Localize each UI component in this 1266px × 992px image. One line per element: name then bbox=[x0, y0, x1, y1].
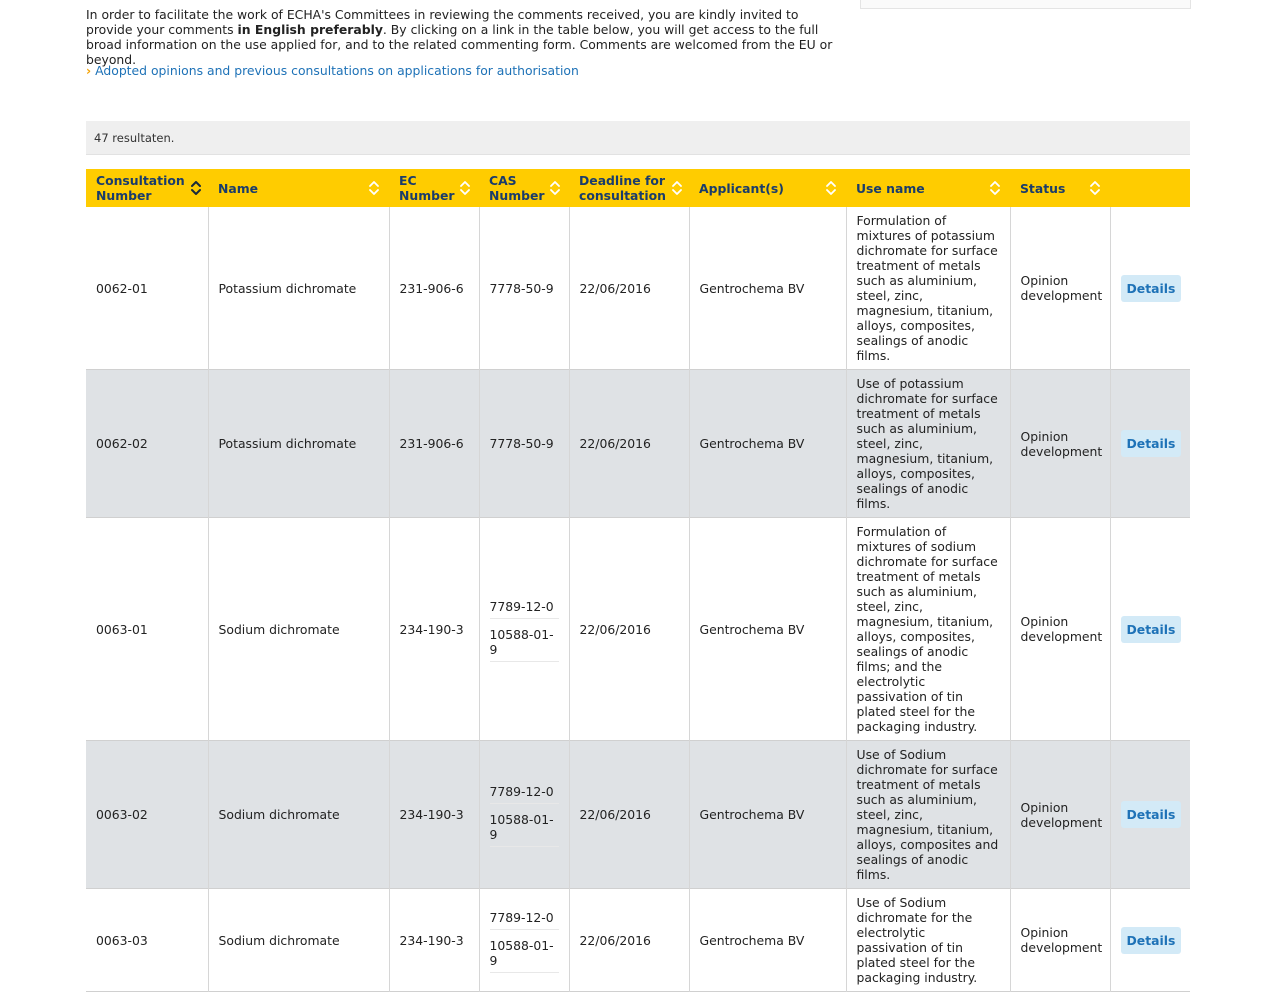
column-header-label: Status bbox=[1020, 180, 1066, 196]
status-cell: Opinion development bbox=[1010, 889, 1110, 992]
applicant-cell: Gentrochema BV bbox=[689, 207, 846, 370]
status-cell: Opinion development bbox=[1010, 741, 1110, 889]
ec-number-cell: 231-906-6 bbox=[389, 370, 479, 518]
cas-number: 7789-12-0 bbox=[490, 908, 559, 930]
cas-number-cell bbox=[479, 207, 569, 370]
column-header-label: CAS Number bbox=[489, 173, 545, 203]
details-button[interactable]: Details bbox=[1121, 801, 1182, 828]
cas-number: 10588-01-9 bbox=[490, 936, 559, 973]
sort-both-icon[interactable] bbox=[990, 181, 1000, 195]
table-row bbox=[86, 889, 1190, 992]
sort-both-icon[interactable] bbox=[826, 181, 836, 195]
actions-cell bbox=[1110, 207, 1190, 370]
table-body bbox=[86, 207, 1190, 992]
name-cell: Sodium dichromate bbox=[208, 889, 389, 992]
column-header-use-name[interactable] bbox=[846, 169, 1010, 207]
cas-number-cell bbox=[479, 741, 569, 889]
applicant-cell: Gentrochema BV bbox=[689, 889, 846, 992]
cas-number: 7778-50-9 bbox=[489, 436, 554, 451]
ec-number-cell: 234-190-3 bbox=[389, 518, 479, 741]
column-header-label: Name bbox=[218, 180, 259, 196]
column-header-deadline[interactable] bbox=[569, 169, 689, 207]
column-header-actions bbox=[1110, 169, 1190, 207]
table-row bbox=[86, 207, 1190, 370]
deadline-cell: 22/06/2016 bbox=[569, 518, 689, 741]
use-name-cell: Use of potassium dichromate for surface treatment of metals such as aluminium, steel, zinc, magnesium, titanium, alloys, composites, sealings of anodic films. bbox=[846, 370, 1010, 518]
column-header-label: Use name bbox=[856, 180, 925, 196]
cas-number: 7789-12-0 bbox=[490, 597, 559, 619]
deadline-cell: 22/06/2016 bbox=[569, 741, 689, 889]
applicant-cell: Gentrochema BV bbox=[689, 518, 846, 741]
sort-both-icon[interactable] bbox=[1090, 181, 1100, 195]
column-header-label: Deadline for consultation bbox=[579, 173, 666, 203]
ec-number-cell: 234-190-3 bbox=[389, 889, 479, 992]
sort-both-icon[interactable] bbox=[460, 181, 470, 195]
results-bar bbox=[86, 121, 1190, 155]
sort-ascending-icon[interactable] bbox=[191, 181, 201, 195]
side-panel bbox=[860, 0, 1191, 9]
cas-number: 7789-12-0 bbox=[490, 782, 559, 804]
use-name-cell: Use of Sodium dichromate for surface treatment of metals such as aluminium, steel, zinc, magnesium, titanium, alloys, composites and sealings of anodic films. bbox=[846, 741, 1010, 889]
table-header-row bbox=[86, 169, 1190, 207]
column-header-label: Consultation Number bbox=[96, 173, 185, 203]
consultation-number-cell: 0063-02 bbox=[86, 741, 208, 889]
cas-number: 10588-01-9 bbox=[490, 810, 559, 847]
consultations-table bbox=[86, 169, 1190, 992]
name-cell: Sodium dichromate bbox=[208, 518, 389, 741]
table-row bbox=[86, 370, 1190, 518]
column-header-applicants[interactable] bbox=[689, 169, 846, 207]
cas-number-cell bbox=[479, 518, 569, 741]
actions-cell bbox=[1110, 741, 1190, 889]
consultation-number-cell: 0063-03 bbox=[86, 889, 208, 992]
use-name-cell: Use of Sodium dichromate for the electrolytic passivation of tin plated steel for the packaging industry. bbox=[846, 889, 1010, 992]
status-cell: Opinion development bbox=[1010, 207, 1110, 370]
ec-number-cell: 231-906-6 bbox=[389, 207, 479, 370]
intro-text-after: . By clicking on a link in the table below, you will get access to the full broad information on the use applied for, and to the related commenting form. Comments are welcomed from the EU or beyond. bbox=[86, 22, 833, 67]
actions-cell bbox=[1110, 518, 1190, 741]
status-cell: Opinion development bbox=[1010, 370, 1110, 518]
deadline-cell: 22/06/2016 bbox=[569, 207, 689, 370]
applicant-cell: Gentrochema BV bbox=[689, 370, 846, 518]
status-cell: Opinion development bbox=[1010, 518, 1110, 741]
name-cell: Potassium dichromate bbox=[208, 207, 389, 370]
adopted-opinions-link[interactable] bbox=[86, 63, 579, 78]
actions-cell bbox=[1110, 370, 1190, 518]
results-count: 47 resultaten. bbox=[94, 131, 175, 145]
details-button[interactable]: Details bbox=[1121, 616, 1182, 643]
intro-text-bold: in English preferably bbox=[237, 22, 383, 37]
name-cell: Potassium dichromate bbox=[208, 370, 389, 518]
column-header-ec-number[interactable] bbox=[389, 169, 479, 207]
column-header-consultation-number[interactable] bbox=[86, 169, 208, 207]
details-button[interactable]: Details bbox=[1121, 430, 1182, 457]
sort-both-icon[interactable] bbox=[369, 181, 379, 195]
intro-text bbox=[86, 7, 846, 67]
chevron-right-icon: › bbox=[86, 63, 92, 78]
deadline-cell: 22/06/2016 bbox=[569, 889, 689, 992]
consultation-number-cell: 0062-02 bbox=[86, 370, 208, 518]
column-header-status[interactable] bbox=[1010, 169, 1110, 207]
column-header-label: Applicant(s) bbox=[699, 180, 784, 196]
actions-cell bbox=[1110, 889, 1190, 992]
cas-number-cell bbox=[479, 889, 569, 992]
ec-number-cell: 234-190-3 bbox=[389, 741, 479, 889]
use-name-cell: Formulation of mixtures of sodium dichromate for surface treatment of metals such as aluminium, steel, zinc, magnesium, titanium, alloys, composites, sealings of anodic films; and the electrolytic passivation of tin plated steel for the packaging industry. bbox=[846, 518, 1010, 741]
column-header-name[interactable] bbox=[208, 169, 389, 207]
adopted-opinions-link-label: Adopted opinions and previous consultations on applications for authorisation bbox=[95, 63, 579, 78]
table-row bbox=[86, 741, 1190, 889]
details-button[interactable]: Details bbox=[1121, 275, 1182, 302]
applicant-cell: Gentrochema BV bbox=[689, 741, 846, 889]
sort-both-icon[interactable] bbox=[672, 181, 682, 195]
consultation-number-cell: 0063-01 bbox=[86, 518, 208, 741]
column-header-cas-number[interactable] bbox=[479, 169, 569, 207]
column-header-label: EC Number bbox=[399, 173, 455, 203]
cas-number-cell bbox=[479, 370, 569, 518]
consultation-number-cell: 0062-01 bbox=[86, 207, 208, 370]
intro-text-before: In order to facilitate the work of ECHA's Committees in reviewing the comments received, you are kindly invited to provide your comments bbox=[86, 7, 799, 37]
use-name-cell: Formulation of mixtures of potassium dichromate for surface treatment of metals such as aluminium, steel, zinc, magnesium, titanium, alloys, composites, sealings of anodic films. bbox=[846, 207, 1010, 370]
name-cell: Sodium dichromate bbox=[208, 741, 389, 889]
cas-number: 7778-50-9 bbox=[489, 280, 554, 296]
deadline-cell: 22/06/2016 bbox=[569, 370, 689, 518]
sort-both-icon[interactable] bbox=[550, 181, 560, 195]
details-button[interactable]: Details bbox=[1121, 927, 1182, 954]
table-row bbox=[86, 518, 1190, 741]
cas-number: 10588-01-9 bbox=[490, 625, 559, 662]
